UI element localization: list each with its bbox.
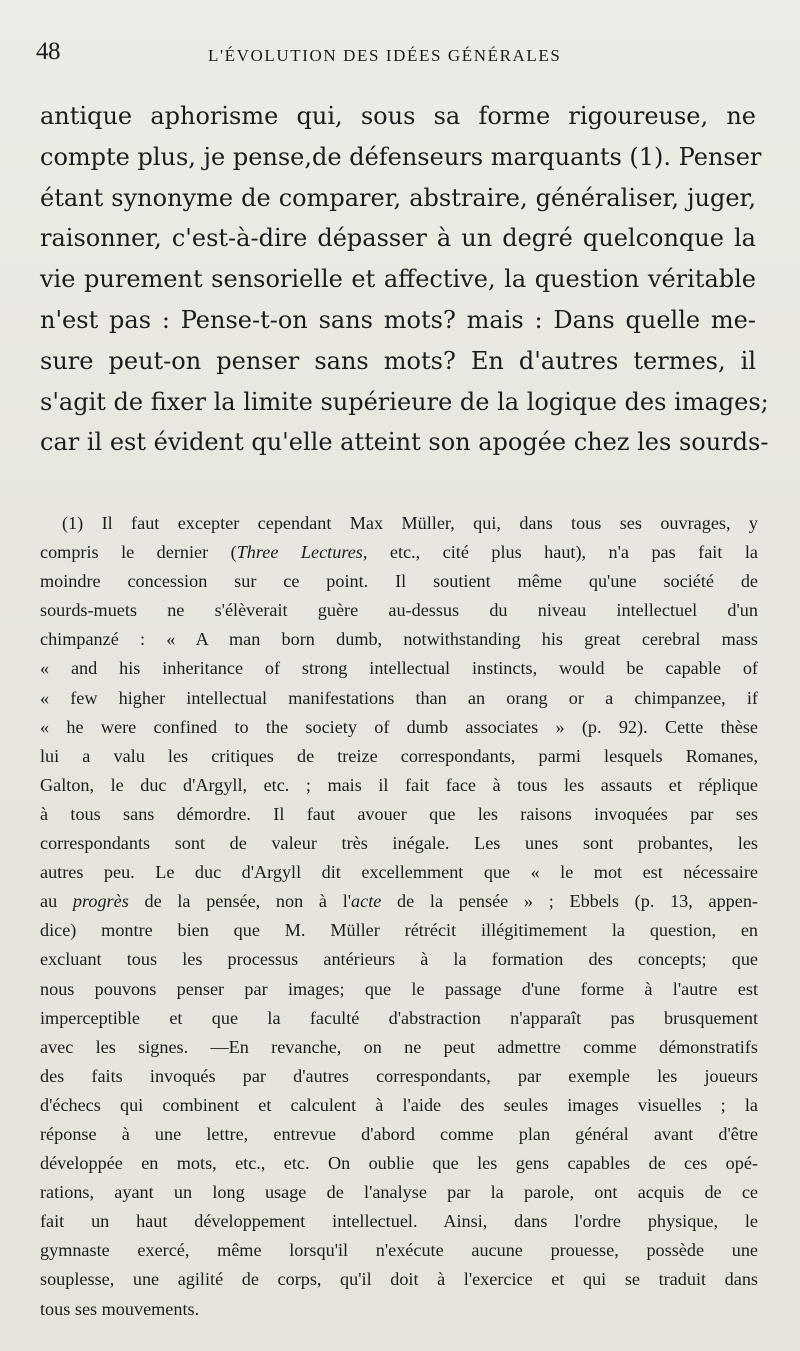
main-text-line: vie purement sensorielle et affective, la question véritable — [40, 265, 756, 294]
footnote-line: autres peu. Le duc d'Argyll dit excellemment que « le mot est nécessaire — [40, 862, 758, 883]
footnote-line: développée en mots, etc., etc. On oublie que les gens capables de ces opé- — [40, 1153, 758, 1174]
main-text-line: car il est évident qu'elle atteint son apogée chez les sourds- — [40, 428, 769, 457]
footnote-line: moindre concession sur ce point. Il soutient même qu'une société de — [40, 571, 758, 592]
footnote-line: « he were confined to the society of dumb associates » (p. 92). Cette thèse — [40, 716, 758, 737]
footnote-line: imperceptible et que la faculté d'abstraction n'apparaît pas brusquement — [40, 1007, 758, 1028]
footnote-line: avec les signes. —En revanche, on ne peut admettre comme démonstratifs — [40, 1036, 758, 1057]
page-header — [36, 38, 766, 72]
footnote-text: compris le dernier ( — [40, 542, 237, 563]
main-text-line: sure peut-on penser sans mots? En d'autres termes, il — [40, 346, 756, 375]
page-number: 48 — [36, 38, 60, 65]
footnote-line: souplesse, une agilité de corps, qu'il doit à l'exercice et qui se traduit dans — [40, 1269, 758, 1290]
footnote-line: à tous sans démordre. Il faut avouer que les raisons invoquées par ses — [40, 803, 758, 824]
footnote-line: réponse à une lettre, entrevue d'abord comme plan général avant d'être — [40, 1123, 758, 1144]
main-text-line: étant synonyme de comparer, abstraire, généraliser, juger, — [40, 183, 756, 212]
footnote-line: fait un haut développement intellectuel. Ainsi, dans l'ordre physique, le — [40, 1211, 758, 1232]
footnote-line — [40, 887, 758, 916]
main-text-block — [40, 96, 769, 463]
main-text-line: s'agit de fixer la limite supérieure de la logique des images; — [40, 387, 769, 416]
footnote-line: des faits invoqués par d'autres correspondants, par exemple les joueurs — [40, 1065, 758, 1086]
footnote-text: au — [40, 891, 73, 912]
footnote-line: Galton, le duc d'Argyll, etc. ; mais il fait face à tous les assauts et réplique — [40, 774, 758, 795]
footnote-line: correspondants sont de valeur très inégale. Les unes sont probantes, les — [40, 833, 758, 854]
main-text-line: antique aphorisme qui, sous sa forme rigoureuse, ne — [40, 102, 756, 130]
footnote-line: (1) Il faut excepter cependant Max Müller, qui, dans tous ses ouvrages, y — [62, 513, 758, 533]
footnote-line: tous ses mouvements. — [40, 1298, 200, 1319]
main-text-line: raisonner, c'est-à-dire dépasser à un degré quelconque la — [40, 224, 756, 253]
footnote-line: sourds-muets ne s'élèverait guère au-dessus du niveau intellectuel d'un — [40, 600, 758, 621]
running-head: L'ÉVOLUTION DES IDÉES GÉNÉRALES — [208, 46, 562, 65]
footnote-line: gymnaste exercé, même lorsqu'il n'exécute aucune prouesse, possède une — [40, 1240, 758, 1261]
footnote-line: lui a valu les critiques de treize correspondants, parmi lesquels Romanes, — [40, 745, 758, 766]
footnote-italic-word: acte — [351, 891, 382, 912]
footnote-line — [40, 538, 758, 567]
footnote-line: dice) montre bien que M. Müller rétrécit illégitimement la question, en — [40, 920, 758, 941]
footnote-line: rations, ayant un long usage de l'analyse par la parole, ont acquis de ce — [40, 1182, 758, 1203]
footnote-line: chimpanzé : « A man born dumb, notwithstanding his great cerebral mass — [40, 629, 758, 650]
main-text-line: n'est pas : Pense-t-on sans mots? mais : Dans quelle me- — [40, 305, 756, 334]
footnote-line: excluant tous les processus antérieurs à la formation des concepts; que — [40, 949, 758, 970]
footnote — [40, 509, 758, 1324]
footnote-line: « and his inheritance of strong intellectual instincts, would be capable of — [40, 658, 758, 679]
footnote-italic-title: Three Lectures — [236, 542, 363, 563]
footnote-italic-word: progrès — [72, 891, 129, 912]
footnote-line: d'échecs qui combinent et calculent à l'aide des seules images visuelles ; la — [40, 1094, 758, 1115]
main-text-line: compte plus, je pense,de défenseurs marquants (1). Penser — [40, 142, 762, 171]
footnote-text: de la pensée, non à l' — [128, 891, 352, 912]
footnote-line: nous pouvons penser par images; que le passage d'une forme à l'autre est — [40, 978, 758, 999]
footnote-line: « few higher intellectual manifestations than an orang or a chimpanzee, if — [40, 687, 758, 708]
footnote-text: de la pensée » ; Ebbels (p. 13, appen- — [381, 891, 758, 912]
footnote-text: , etc., cité plus haut), n'a pas fait la — [362, 542, 758, 563]
